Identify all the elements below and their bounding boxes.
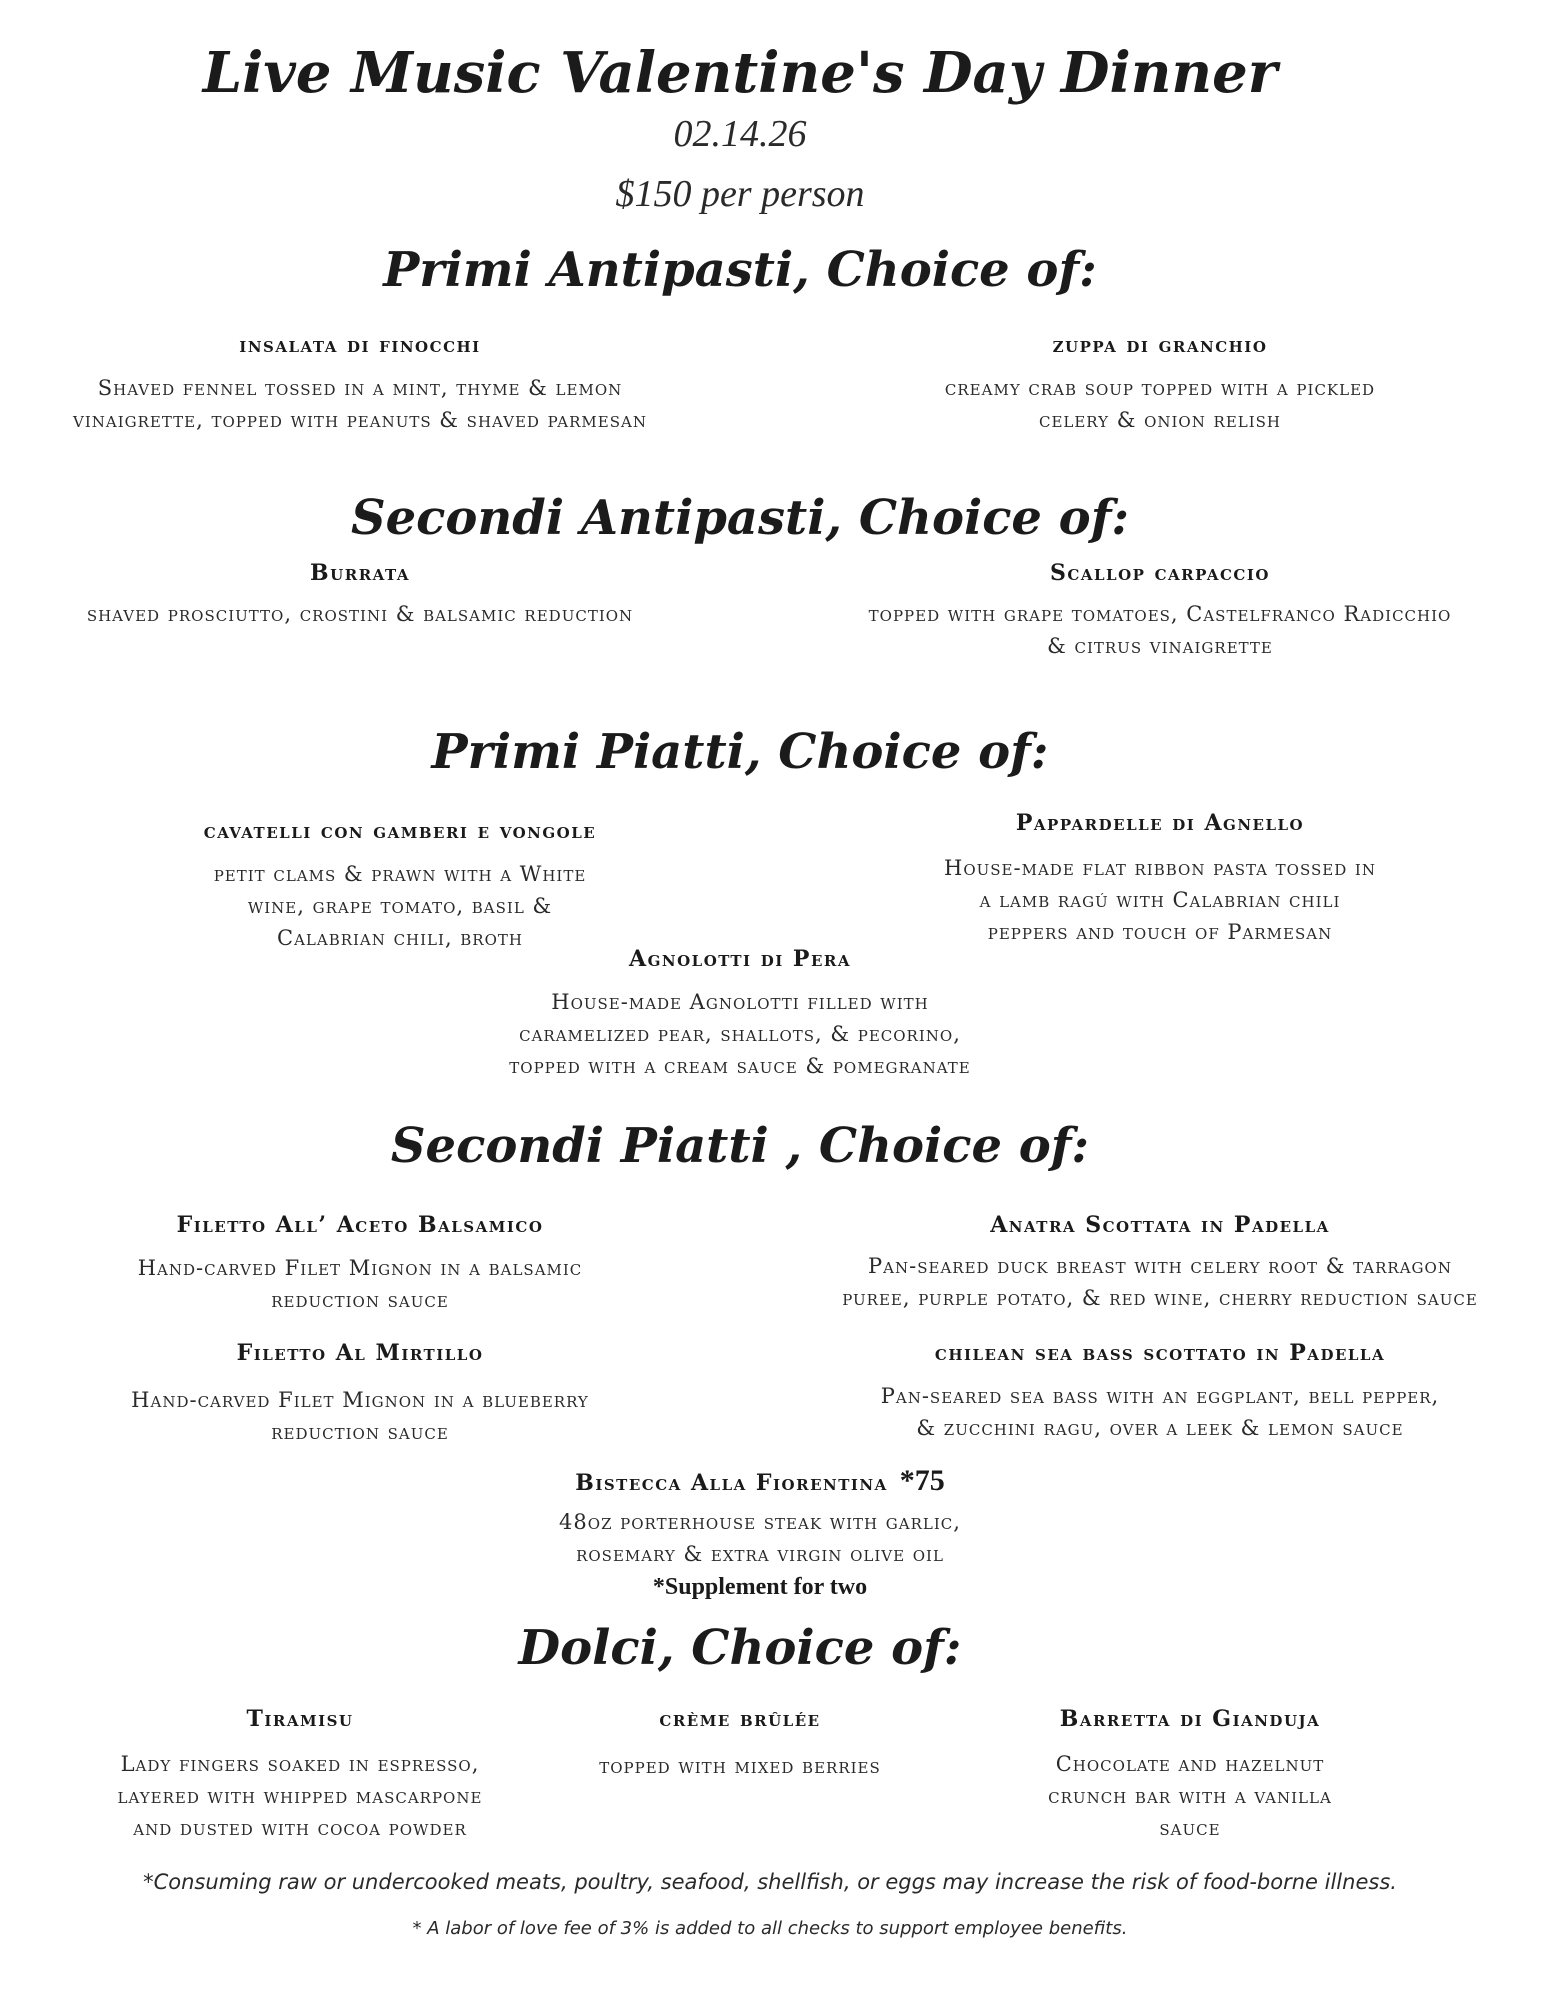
desc-line: topped with a cream sauce & pomegranate [509, 1054, 971, 1078]
item-name-chilean-sea-bass: chilean sea bass scottato in Padella [934, 1340, 1386, 1366]
desc-line: and dusted with cocoa powder [133, 1816, 467, 1840]
supplement-price: *75 [899, 1464, 945, 1497]
desc-line: House-made flat ribbon pasta tossed in [944, 856, 1376, 880]
item-desc-filetto-balsamico [40, 1252, 680, 1316]
desc-line: Chocolate and hazelnut [1055, 1752, 1325, 1776]
price-per-person: $150 per person [615, 173, 865, 215]
desc-line: shaved prosciutto, crostini & balsamic reduction [86, 602, 634, 626]
item-desc-filetto-mirtillo [40, 1384, 680, 1448]
food-safety-warning: *Consuming raw or undercooked meats, poultry, seafood, shellfish, or eggs may increase the risk of food-borne illness. [143, 1870, 1397, 1894]
item-name-filetto-mirtillo: Filetto Al Mirtillo [236, 1340, 484, 1366]
event-date: 02.14.26 [673, 113, 807, 155]
item-name-creme-brulee: crème brûlée [659, 1706, 821, 1732]
item-desc-scallop-carpaccio [820, 598, 1500, 662]
supplement-note: *Supplement for two [652, 1574, 868, 1600]
item-desc-barretta-gianduja [980, 1748, 1400, 1844]
item-name-scallop-carpaccio: Scallop carpaccio [1050, 560, 1270, 586]
desc-line: creamy crab soup topped with a pickled [944, 376, 1376, 400]
item-name-cavatelli: cavatelli con gamberi e vongole [203, 818, 597, 844]
item-name-pappardelle: Pappardelle di Agnello [1015, 810, 1305, 836]
item-name-zuppa-di-granchio: zuppa di granchio [1052, 332, 1268, 358]
desc-line: wine, grape tomato, basil & [247, 894, 553, 918]
desc-line: & zucchini ragu, over a leek & lemon sauce [916, 1416, 1404, 1440]
section-heading-secondi-antipasti: Secondi Antipasti, Choice of: [350, 490, 1130, 546]
item-desc-agnolotti [420, 986, 1060, 1082]
item-name-tiramisu: Tiramisu [246, 1706, 354, 1732]
page-title: Live Music Valentine's Day Dinner [202, 40, 1278, 106]
item-name-agnolotti: Agnolotti di Pera [629, 946, 851, 972]
desc-line: puree, purple potato, & red wine, cherry reduction sauce [842, 1286, 1478, 1310]
labor-fee-note: * A labor of love fee of 3% is added to all checks to support employee benefits. [412, 1918, 1128, 1939]
item-desc-cavatelli [60, 858, 740, 954]
desc-line: Hand-carved Filet Mignon in a balsamic [137, 1256, 583, 1280]
desc-line: & citrus vinaigrette [1047, 634, 1273, 658]
item-desc-anatra-scottata [780, 1250, 1540, 1314]
item-desc-pappardelle [860, 852, 1460, 948]
desc-line: sauce [1159, 1816, 1221, 1840]
desc-line: Calabrian chili, broth [277, 926, 523, 950]
desc-line: petit clams & prawn with a White [213, 862, 587, 886]
desc-line: Pan-seared sea bass with an eggplant, bell pepper, [880, 1384, 1440, 1408]
item-name-barretta-gianduja: Barretta di Gianduja [1059, 1706, 1321, 1732]
desc-line: caramelized pear, shallots, & pecorino, [519, 1022, 961, 1046]
item-name-insalata-di-finocchi: insalata di finocchi [239, 332, 481, 358]
section-heading-secondi-piatti: Secondi Piatti , Choice of: [390, 1118, 1090, 1174]
desc-line: layered with whipped mascarpone [117, 1784, 483, 1808]
item-desc-chilean-sea-bass [820, 1380, 1500, 1444]
desc-line: peppers and touch of Parmesan [987, 920, 1333, 944]
desc-line: celery & onion relish [1038, 408, 1282, 432]
desc-line: Pan-seared duck breast with celery root & tarragon [868, 1254, 1452, 1278]
item-name-bistecca [440, 1464, 1080, 1498]
desc-line: Shaved fennel tossed in a mint, thyme & lemon [97, 376, 623, 400]
desc-line: crunch bar with a vanilla [1048, 1784, 1332, 1808]
item-name-anatra-scottata: Anatra Scottata in Padella [990, 1212, 1330, 1238]
desc-line: Lady fingers soaked in espresso, [120, 1752, 480, 1776]
desc-line: topped with grape tomatoes, Castelfranco Radicchio [868, 602, 1452, 626]
item-desc-burrata [40, 598, 680, 630]
item-name-burrata: Burrata [310, 560, 410, 586]
desc-line: 48oz porterhouse steak with garlic, [559, 1510, 961, 1534]
item-desc-tiramisu [60, 1748, 540, 1844]
section-heading-primi-antipasti: Primi Antipasti, Choice of: [383, 242, 1097, 298]
section-heading-dolci: Dolci, Choice of: [518, 1620, 962, 1676]
item-desc-insalata-di-finocchi [40, 372, 680, 436]
desc-line: House-made Agnolotti filled with [551, 990, 929, 1014]
section-heading-primi-piatti: Primi Piatti, Choice of: [431, 724, 1049, 780]
bistecca-name: Bistecca Alla Fiorentina [575, 1470, 888, 1496]
desc-line: rosemary & extra virgin olive oil [576, 1542, 944, 1566]
desc-line: vinaigrette, topped with peanuts & shaved parmesan [73, 408, 647, 432]
desc-line: topped with mixed berries [599, 1754, 881, 1778]
desc-line: a lamb ragú with Calabrian chili [979, 888, 1341, 912]
item-desc-bistecca [440, 1506, 1080, 1570]
desc-line: Hand-carved Filet Mignon in a blueberry [131, 1388, 589, 1412]
desc-line: reduction sauce [271, 1288, 449, 1312]
item-desc-creme-brulee [540, 1750, 940, 1782]
item-name-filetto-balsamico: Filetto All’ Aceto Balsamico [176, 1212, 544, 1238]
item-desc-zuppa-di-granchio [860, 372, 1460, 436]
desc-line: reduction sauce [271, 1420, 449, 1444]
